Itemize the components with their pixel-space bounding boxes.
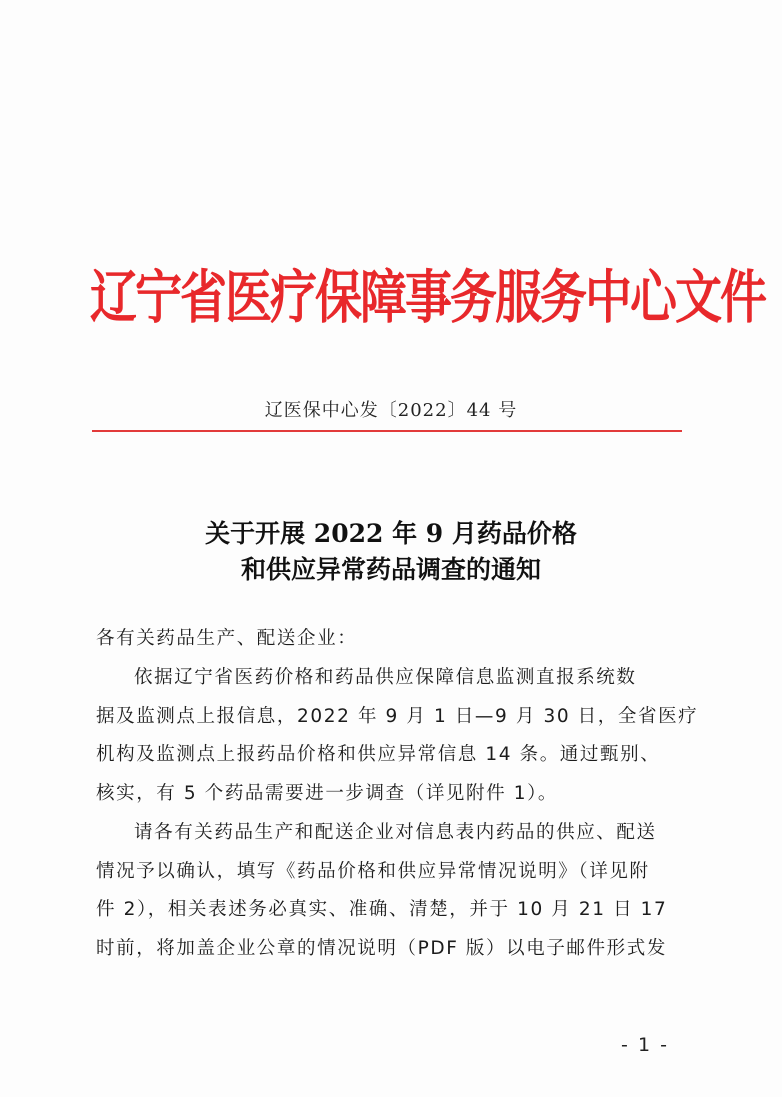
notice-title-line-2: 和供应异常药品调查的通知 (240, 555, 541, 584)
salutation: 各有关药品生产、配送企业： (96, 628, 358, 649)
page-number: - 1 - (621, 1034, 669, 1056)
notice-title-line-1: 关于开展 2022 年 9 月药品价格 (205, 519, 577, 548)
faint-mark (328, 478, 358, 508)
body-line-5: 请各有关药品生产和配送企业对信息表内药品的供应、配送 (134, 822, 657, 843)
body-line-2: 据及监测点上报信息，2022 年 9 月 1 日—9 月 30 日，全省医疗 (96, 706, 699, 727)
body-line-1: 依据辽宁省医药价格和药品供应保障信息监测直报系统数 (134, 667, 637, 688)
body-line-3: 机构及监测点上报药品价格和供应异常信息 14 条。通过甄别、 (96, 744, 661, 765)
document-number: 辽医保中心发〔2022〕44 号 (264, 400, 518, 421)
red-divider-line (92, 430, 682, 432)
body-line-6: 情况予以确认，填写《药品价格和供应异常情况说明》（详见附 (96, 861, 650, 882)
body-line-7: 件 2），相关表述务必真实、准确、清楚，并于 10 月 21 日 17 (96, 899, 668, 920)
body-line-8: 时前，将加盖企业公章的情况说明（PDF 版）以电子邮件形式发 (96, 938, 667, 959)
masthead-title: 辽宁省医疗保障事务服务中心文件 (90, 264, 765, 332)
body-line-4: 核实，有 5 个药品需要进一步调查（详见附件 1）。 (96, 783, 559, 804)
